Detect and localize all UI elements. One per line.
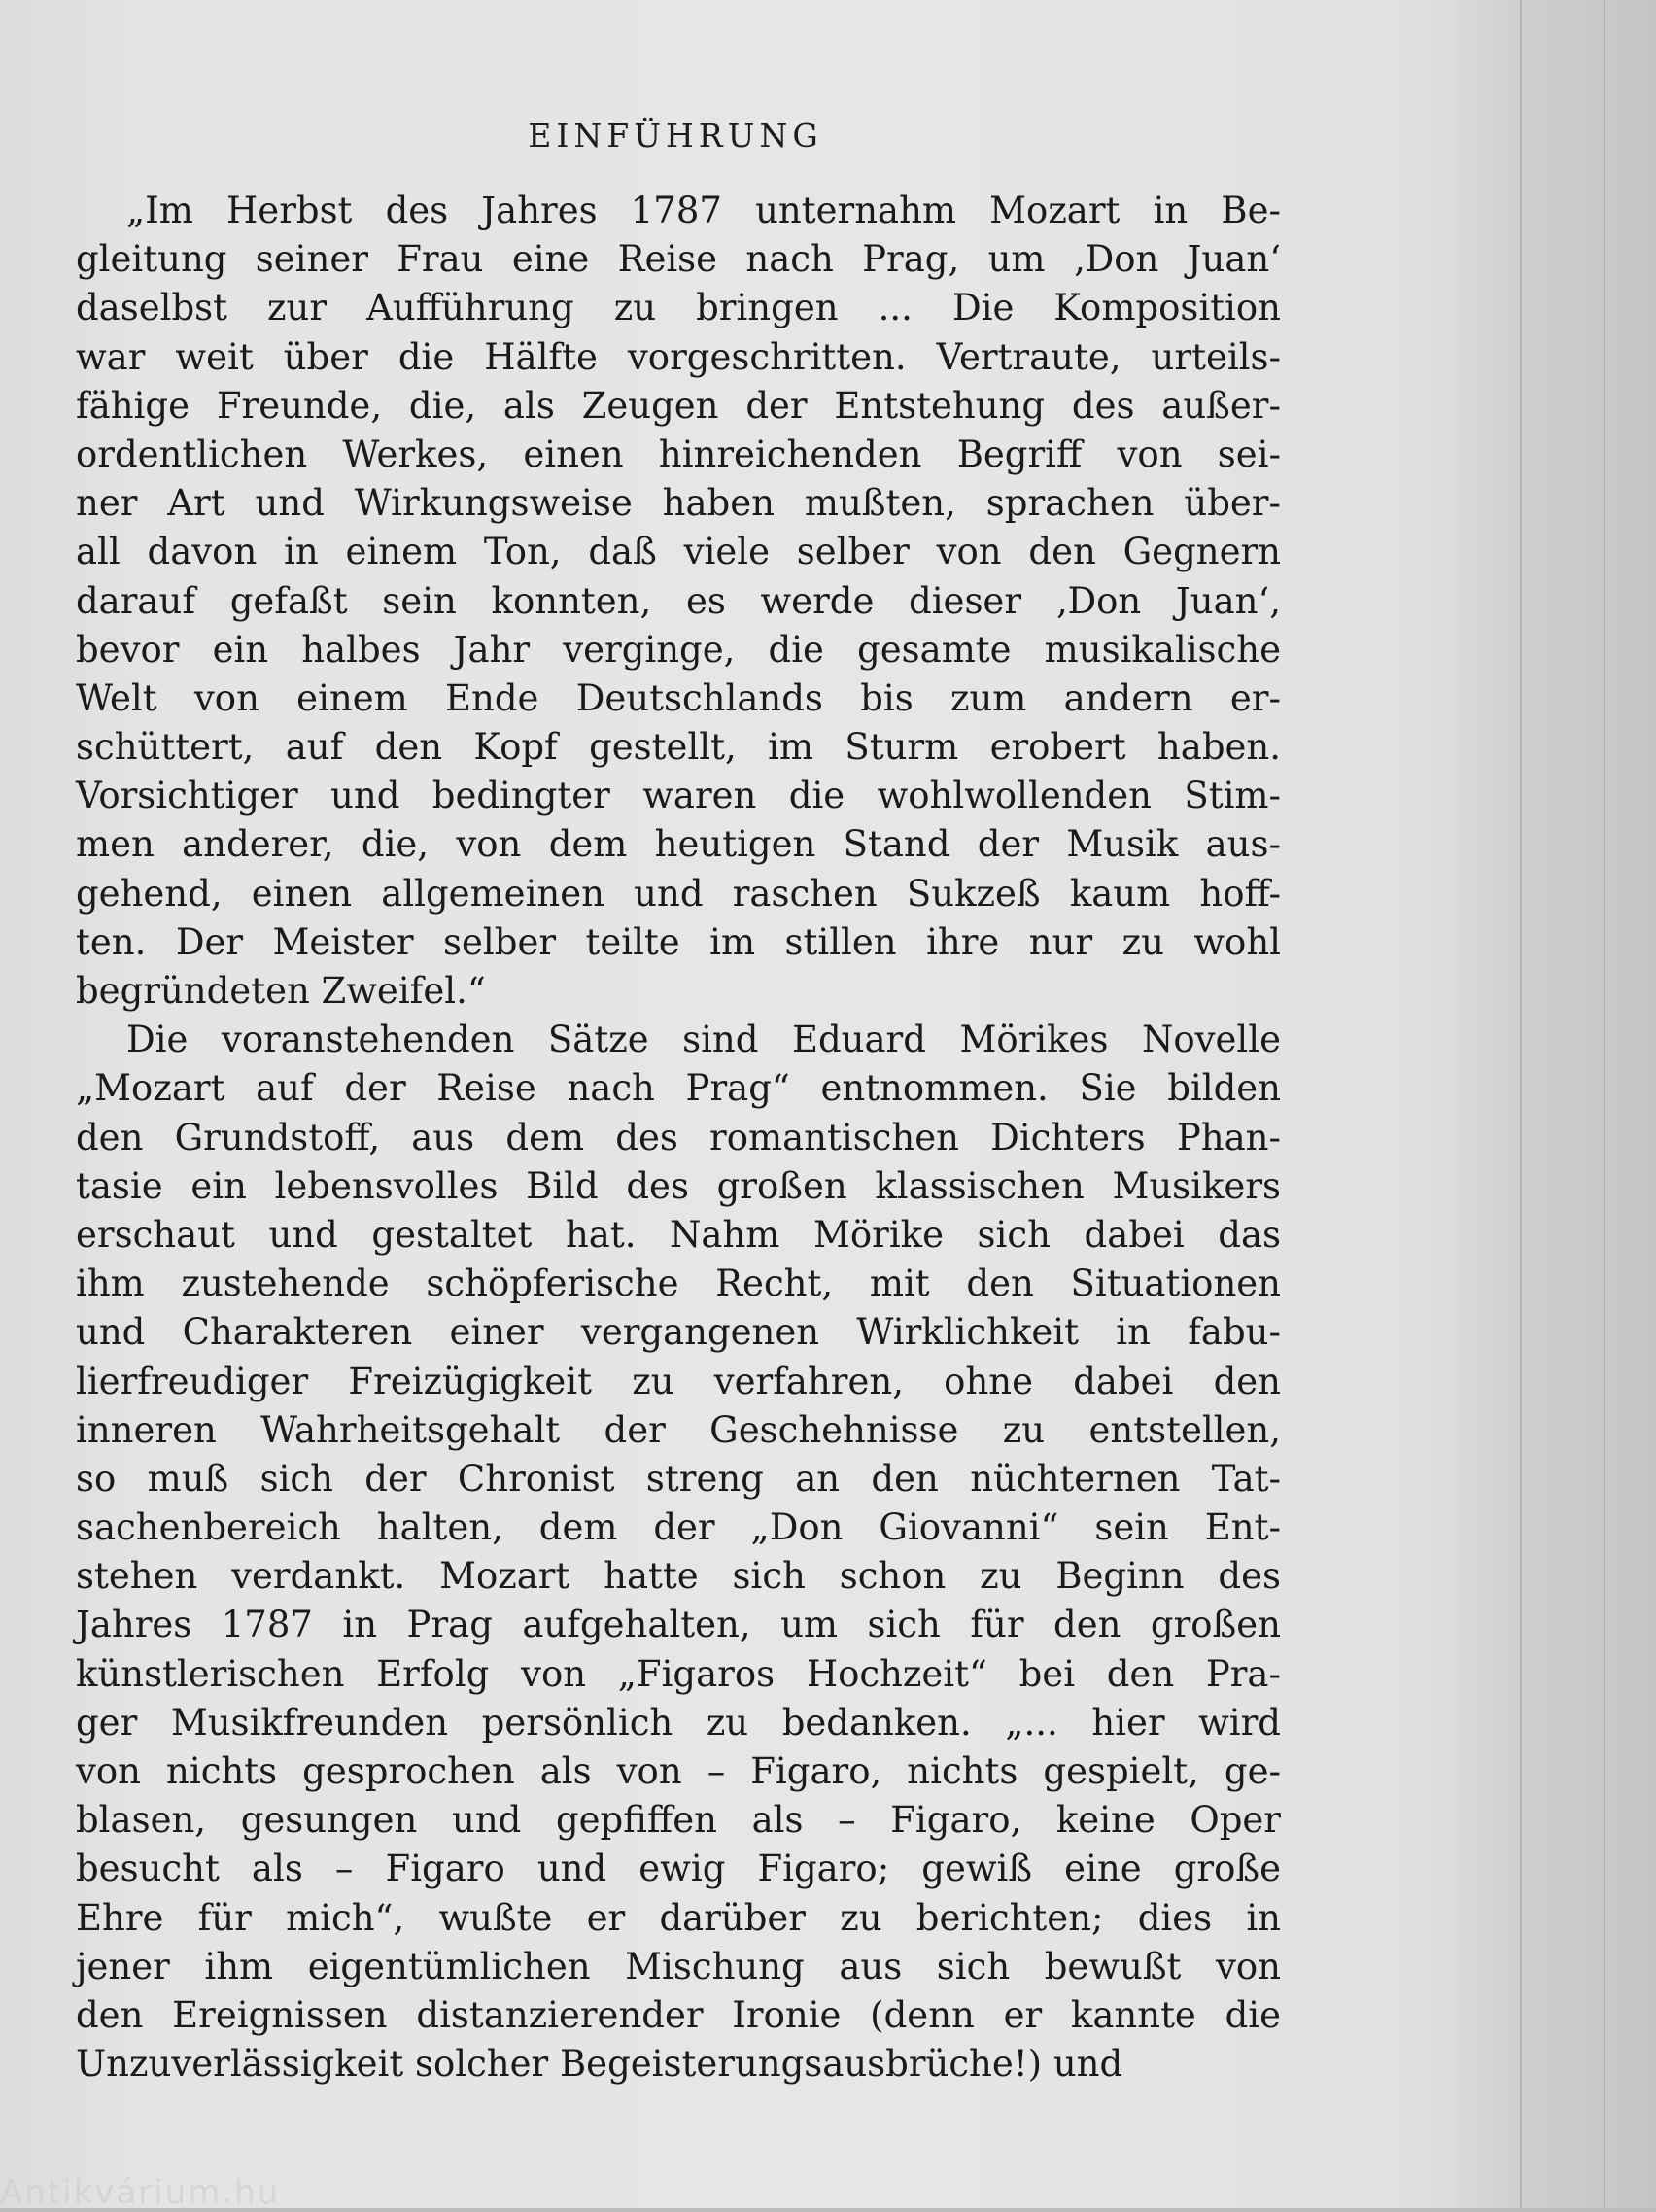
text-line: tasie ein lebensvolles Bild des großen klassischen Musikers bbox=[76, 1164, 1281, 1207]
text-line: schüttert, auf den Kopf gestellt, im Sturm erobert haben. bbox=[76, 726, 1281, 769]
text-line: ihm zustehende schöpferische Recht, mit den Situationen bbox=[76, 1262, 1281, 1305]
page-edge-line bbox=[1520, 0, 1522, 2208]
text-line: bevor ein halbes Jahr verginge, die gesamte musikalische bbox=[76, 628, 1281, 671]
text-line: Vorsichtiger und bedingter waren die wohlwollenden Stim- bbox=[76, 775, 1281, 817]
text-line: war weit über die Hälfte vorgeschritten. Vertraute, urteils- bbox=[76, 335, 1281, 378]
page-edge-line bbox=[1604, 0, 1605, 2208]
text-line: daselbst zur Aufführung zu bringen ... Die Komposition bbox=[76, 287, 1281, 329]
text-line: men anderer, die, von dem heutigen Stand der Musik aus- bbox=[76, 823, 1281, 866]
text-line: sachenbereich halten, dem der „Don Giovanni“ sein Ent- bbox=[76, 1506, 1281, 1549]
page-edge bbox=[1458, 0, 1656, 2208]
text-line: den Ereignissen distanzierender Ironie (denn er kannte die bbox=[76, 1993, 1281, 2036]
text-line: darauf gefaßt sein konnten, es werde dieser ‚Don Juan‘, bbox=[76, 579, 1281, 622]
text-line: so muß sich der Chronist streng an den nüchternen Tat- bbox=[76, 1457, 1281, 1500]
text-line: ten. Der Meister selber teilte im stillen ihre nur zu wohl bbox=[76, 920, 1281, 963]
text-line: jener ihm eigentümlichen Mischung aus sich bewußt von bbox=[76, 1945, 1281, 1987]
paragraph-1 bbox=[76, 187, 1281, 1016]
text-line: von nichts gesprochen als von – Figaro, nichts gespielt, ge- bbox=[76, 1750, 1281, 1792]
text-line: ger Musikfreunden persönlich zu bedanken. „... hier wird bbox=[76, 1701, 1281, 1744]
text-line: begründeten Zweifel.“ bbox=[76, 970, 486, 1012]
text-line: Unzuverlässigkeit solcher Begeisterungsausbrüche!) und bbox=[76, 2043, 1123, 2086]
text-line: künstlerischen Erfolg von „Figaros Hochzeit“ bei den Pra- bbox=[76, 1652, 1281, 1695]
chapter-heading: EINFÜHRUNG bbox=[528, 117, 823, 155]
text-line: erschaut und gestaltet hat. Nahm Mörike sich dabei das bbox=[76, 1213, 1281, 1256]
text-line: Die voranstehenden Sätze sind Eduard Mörikes Novelle bbox=[126, 1019, 1281, 1061]
text-line: den Grundstoff, aus dem des romantischen Dichters Phan- bbox=[76, 1116, 1281, 1158]
text-line: lierfreudiger Freizügigkeit zu verfahren, ohne dabei den bbox=[76, 1360, 1281, 1402]
watermark: Antikvárium.hu bbox=[0, 2173, 281, 2212]
text-line: besucht als – Figaro und ewig Figaro; gewiß eine große bbox=[76, 1848, 1281, 1890]
text-line: all davon in einem Ton, daß viele selber von den Gegnern bbox=[76, 531, 1281, 573]
text-line: Jahres 1787 in Prag aufgehalten, um sich für den großen bbox=[76, 1604, 1281, 1646]
paragraph-2 bbox=[76, 1016, 1281, 2089]
text-line: „Mozart auf der Reise nach Prag“ entnommen. Sie bilden bbox=[76, 1067, 1281, 1110]
text-line: Ehre für mich“, wußte er darüber zu berichten; dies in bbox=[76, 1896, 1281, 1939]
body-text bbox=[76, 187, 1281, 2089]
text-line: ordentlichen Werkes, einen hinreichenden Begriff von sei- bbox=[76, 432, 1281, 475]
text-line: gleitung seiner Frau eine Reise nach Prag, um ‚Don Juan‘ bbox=[76, 238, 1281, 281]
text-line: ner Art und Wirkungsweise haben mußten, sprachen über- bbox=[76, 482, 1281, 525]
text-line: fähige Freunde, die, als Zeugen der Entstehung des außer- bbox=[76, 384, 1281, 427]
text-line: stehen verdankt. Mozart hatte sich schon zu Beginn des bbox=[76, 1555, 1281, 1598]
text-line: Welt von einem Ende Deutschlands bis zum andern er- bbox=[76, 676, 1281, 719]
text-line: und Charakteren einer vergangenen Wirklichkeit in fabu- bbox=[76, 1311, 1281, 1354]
text-line: gehend, einen allgemeinen und raschen Sukzeß kaum hoff- bbox=[76, 872, 1281, 915]
text-line: inneren Wahrheitsgehalt der Geschehnisse zu entstellen, bbox=[76, 1408, 1281, 1451]
text-line: blasen, gesungen und gepfiffen als – Figaro, keine Oper bbox=[76, 1799, 1281, 1842]
text-line: „Im Herbst des Jahres 1787 unternahm Mozart in Be- bbox=[126, 190, 1281, 231]
